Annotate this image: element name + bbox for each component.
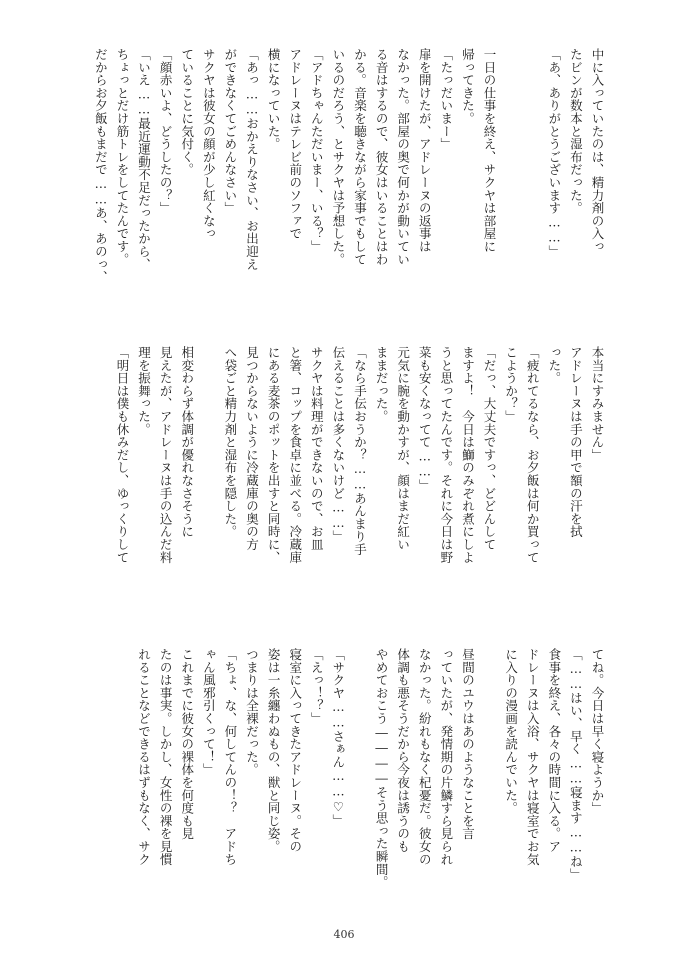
text-line: 「アドちゃんただいまー、いる？」 bbox=[309, 48, 325, 253]
page-number: 406 bbox=[333, 928, 355, 941]
text-line: 「……はい、早く……寝ます……ね」 bbox=[568, 648, 584, 881]
text-line: 相変わらず体調が優れなさそうに bbox=[179, 346, 195, 538]
text-line: れることなどできるはずもなく、サク bbox=[136, 648, 152, 866]
text-line: 姿は一糸纏わぬもの、獣と同じ姿。 bbox=[266, 648, 282, 853]
text-line bbox=[478, 648, 500, 908]
text-line bbox=[500, 48, 522, 316]
text-line: 横になっていた。 bbox=[266, 48, 282, 151]
text-line: てね。今日は早く寝ようか」 bbox=[590, 648, 605, 815]
text-line: と箸、コップを食卓に並べる。冷蔵庫 bbox=[287, 346, 303, 564]
text-line: ゃん風邪引くって！」 bbox=[201, 648, 217, 776]
text-line: ますよ！ 今日は鰤のみぞれ煮にしよ bbox=[460, 346, 476, 564]
text-line: 「あ、ありがとうございます……」 bbox=[546, 48, 562, 258]
text-line: にある麦茶のポットを出すと同時に、 bbox=[266, 346, 282, 564]
text-line: だからお夕飯もまだで……あ、あのっ、 bbox=[93, 48, 109, 284]
text-line: つまりは全裸だった。 bbox=[244, 648, 260, 776]
text-line: 「サクヤ……さぁん……♡」 bbox=[330, 648, 346, 827]
text-line: ができなくてごめんなさい」 bbox=[222, 48, 238, 215]
text-line: 伝えることは多くないけど……」 bbox=[330, 346, 346, 543]
text-line: サクヤは料理ができないので、お皿 bbox=[309, 346, 325, 551]
text-line: った。 bbox=[546, 346, 562, 385]
text-line: 「たっだいまー」 bbox=[438, 48, 454, 151]
text-line: アドレーヌは手の甲で額の汗を拭 bbox=[568, 346, 584, 538]
text-line: っていたが、発情期の片鱗すら見られ bbox=[438, 648, 454, 866]
text-line: 昼間のユウはあのようなことを言 bbox=[460, 648, 476, 840]
text-column-top bbox=[93, 48, 608, 316]
text-line: 「いえ……最近運動不足だったから、 bbox=[136, 48, 152, 271]
text-column-middle bbox=[96, 346, 608, 614]
text-line: 中に入っていたのは、精力剤の入っ bbox=[590, 48, 605, 253]
text-line: ドレーヌは入浴、サクヤは寝室でお気 bbox=[525, 648, 541, 866]
text-line: 「ちょ、な、何してんの！？ アドち bbox=[222, 648, 238, 866]
text-line: 見つからないように冷蔵庫の奥の方 bbox=[244, 346, 260, 551]
text-line: なかった。紛れもなく杞憂だ。彼女の bbox=[417, 648, 433, 866]
text-line: 菜も安くなってて……」 bbox=[417, 346, 433, 492]
text-line: うと思ってたんです。それに今日は野 bbox=[438, 346, 454, 564]
text-line: 一日の仕事を終え、サクヤは部屋に bbox=[482, 48, 498, 253]
text-line: 「疲れてるなら、お夕飯は何か買って bbox=[525, 346, 541, 564]
text-line bbox=[522, 48, 544, 316]
text-line: 本当にすみません」 bbox=[590, 346, 605, 462]
text-line: たのは事実。しかし、女性の裸を見慣 bbox=[158, 648, 174, 866]
text-line: サクヤは彼女の顔が少し紅くなっ bbox=[201, 48, 217, 240]
text-line: 帰ってきた。 bbox=[460, 48, 476, 125]
text-line: る音はするので、彼女はいることはわ bbox=[374, 48, 390, 266]
text-line bbox=[198, 346, 220, 614]
text-line: アドレーヌはテレビ前のソファで bbox=[287, 48, 303, 240]
text-line: なかった。部屋の奥で何かが動いてい bbox=[395, 48, 411, 266]
text-line: ちょっとだけ筋トレをしてたんです。 bbox=[114, 48, 130, 266]
text-line: へ袋ごと精力剤と湿布を隠した。 bbox=[222, 346, 238, 538]
text-line: 元気に腕を動かすが、顔はまだ紅い bbox=[395, 346, 411, 551]
text-column-bottom bbox=[96, 648, 608, 908]
text-line: これまでに彼女の裸体を何度も見 bbox=[179, 648, 195, 840]
text-line: 理を振舞った。 bbox=[136, 346, 152, 436]
text-line: 扉を開けたが、アドレーヌの返事は bbox=[417, 48, 433, 253]
text-line: ままだった。 bbox=[374, 346, 390, 423]
text-line: 食事を終え、各々の時間に入る。ア bbox=[546, 648, 562, 853]
text-line: 寝室に入ってきたアドレーヌ。その bbox=[287, 648, 303, 853]
text-line: いるのだろう、とサクヤは予想した。 bbox=[330, 48, 346, 266]
text-line: 「顔赤いよ、どうしたの？」 bbox=[158, 48, 174, 215]
text-line: 「だっ、大丈夫ですっ、どどんして bbox=[482, 346, 498, 551]
text-line: ていることに気付く。 bbox=[179, 48, 195, 176]
text-line: に入りの漫画を読んでいた。 bbox=[503, 648, 519, 815]
text-line: 「明日は僕も休みだし、ゆっくりして bbox=[114, 346, 130, 564]
text-line: たビンが数本と湿布だった。 bbox=[568, 48, 584, 215]
text-line: こようか？」 bbox=[503, 346, 519, 423]
text-line: かる。音楽を聴きながら家事でもして bbox=[352, 48, 368, 266]
text-line: 「あっ……おかえりなさい、お出迎え bbox=[244, 48, 260, 271]
text-line: 体調も悪そうだから今夜は誘うのも bbox=[395, 648, 411, 853]
text-line: やめておこう――――そう思った瞬間。 bbox=[374, 648, 390, 889]
text-line: 「えっ！？」 bbox=[309, 648, 325, 725]
text-line bbox=[349, 648, 371, 908]
text-line: 見えたが、アドレーヌは手の込んだ料 bbox=[158, 346, 174, 564]
text-line: 「なら手伝おうか？……あんまり手 bbox=[352, 346, 368, 556]
